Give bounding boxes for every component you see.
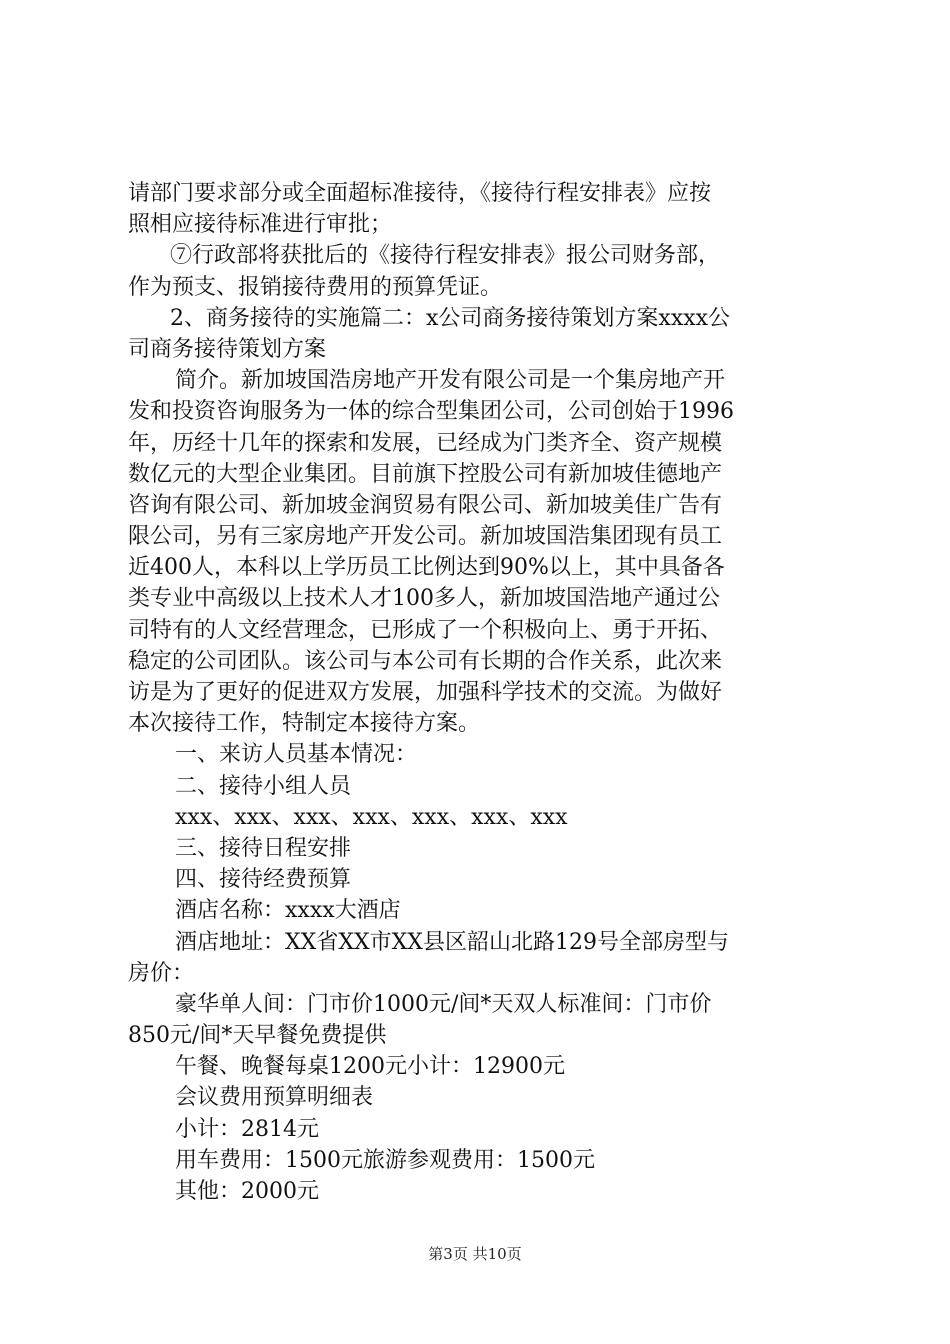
page-number-footer: 第3页 共10页 — [428, 1245, 522, 1263]
text-line: 数亿元的大型企业集团。目前旗下控股公司有新加坡佳德地产 — [128, 461, 723, 487]
section-heading: 一、来访人员基本情况： — [175, 742, 418, 768]
text-line: 其他：2000元 — [175, 1179, 319, 1204]
text-line: 请部门要求部分或全面超标准接待，《接待行程安排表》应按 — [128, 181, 712, 206]
text-line: 稳定的公司团队。该公司与本公司有长期的合作关系，此次来 — [128, 648, 723, 674]
text-line: 照相应接待标准进行审批； — [128, 212, 393, 238]
text-line: 类专业中高级以上技术人才100多人，新加坡国浩地产通过公 — [128, 586, 720, 612]
text-line: 豪华单人间：门市价1000元/间*天双人标准间：门市价 — [175, 991, 712, 1017]
text-line: 发和投资咨询服务为一体的综合型集团公司，公司创始于1996 — [128, 399, 734, 425]
text-line: 年，历经十几年的探索和发展，已经成为门类齐全、资产规模 — [128, 430, 723, 456]
text-line: 午餐、晚餐每桌1200元小计：12900元 — [175, 1054, 565, 1080]
text-line: 用车费用：1500元旅游参观费用：1500元 — [175, 1147, 595, 1173]
text-line: 司商务接待策划方案 — [128, 336, 327, 362]
section-heading: 2、商务接待的实施篇二：x公司商务接待策划方案xxxx公 — [170, 305, 731, 331]
section-heading: 三、接待日程安排 — [175, 835, 352, 861]
text-line: 850元/间*天早餐免费提供 — [128, 1023, 387, 1049]
text-line: 酒店名称：xxxx大酒店 — [175, 898, 401, 924]
text-line: 会议费用预算明细表 — [175, 1085, 374, 1111]
text-line: 作为预支、报销接待费用的预算凭证。 — [128, 274, 503, 300]
text-line: 简介。新加坡国浩房地产开发有限公司是一个集房地产开 — [175, 368, 726, 394]
text-line: 房价： — [128, 960, 195, 986]
document-body — [128, 178, 832, 1207]
section-heading: 二、接待小组人员 — [175, 773, 352, 799]
section-heading: 四、接待经费预算 — [175, 867, 352, 893]
text-line: 限公司，另有三家房地产开发公司。新加坡国浩集团现有员工 — [128, 524, 723, 550]
text-line: 司特有的人文经营理念，已形成了一个积极向上、勇于开拓、 — [128, 617, 723, 643]
text-line: 咨询有限公司、新加坡金润贸易有限公司、新加坡美佳广告有 — [128, 492, 723, 518]
text-line: 近400人，本科以上学历员工比例达到90%以上，其中具备各 — [128, 555, 725, 581]
text-line: 酒店地址：XX省XX市XX县区韶山北路129号全部房型与 — [175, 929, 729, 955]
text-line: ⑦行政部将获批后的《接待行程安排表》报公司财务部， — [170, 243, 721, 269]
text-line: 访是为了更好的促进双方发展，加强科学技术的交流。为做好 — [128, 680, 723, 705]
text-line: 本次接待工作，特制定本接待方案。 — [128, 711, 481, 737]
text-line: xxx、xxx、xxx、xxx、xxx、xxx、xxx — [175, 804, 568, 830]
text-line: 小计：2814元 — [175, 1116, 319, 1142]
